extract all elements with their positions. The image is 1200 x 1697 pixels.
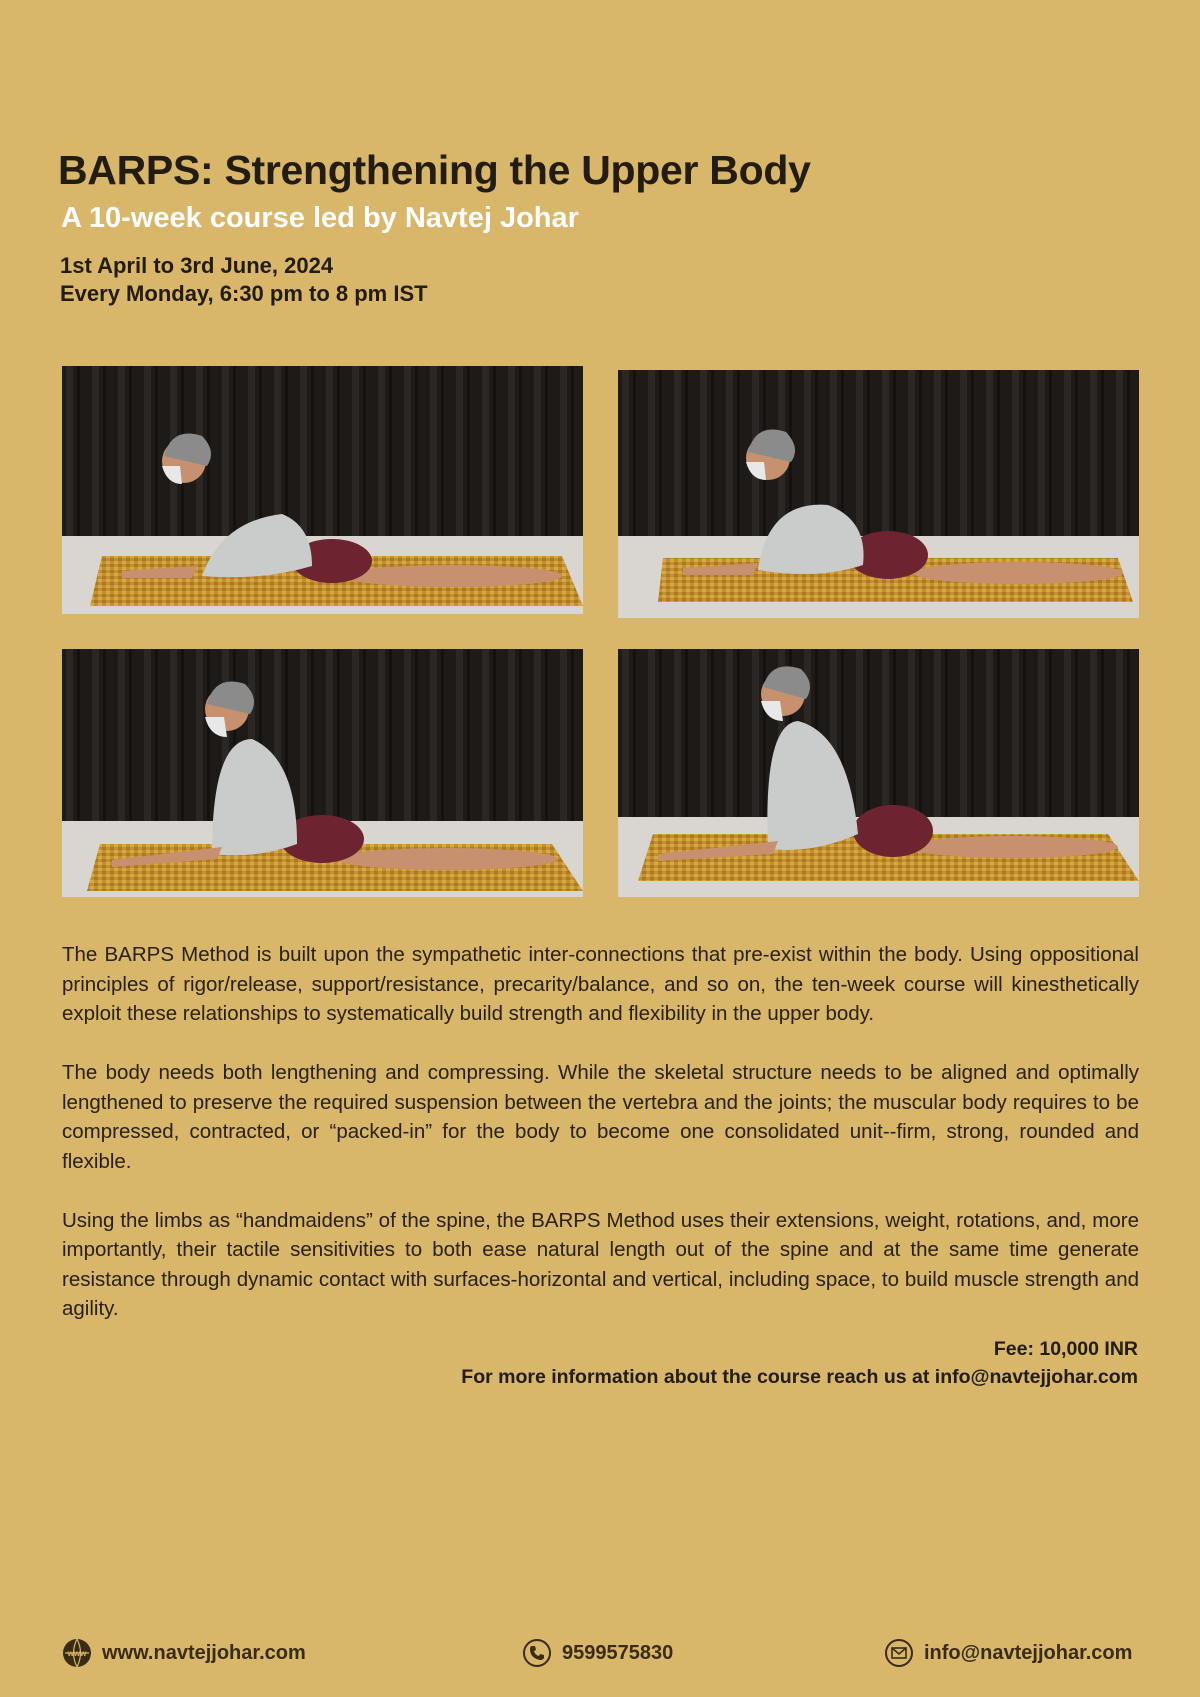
paragraph-3: Using the limbs as “handmaidens” of the spine, the BARPS Method uses their extensions, weight, rotations, and, more importantly, their tactile sensitivities to both ease natural length out of the spine and at the same time generate resistance through dynamic contact with surfaces-horizontal and vertical, including space, to build muscle strength and agility. xyxy=(62,1208,1139,1320)
mail-icon xyxy=(884,1638,914,1668)
globe-icon xyxy=(62,1638,92,1668)
pose-photo-3 xyxy=(62,649,583,897)
pose-photo-2 xyxy=(618,370,1139,618)
contact-line: For more information about the course reach us at info@navtejjohar.com xyxy=(461,1366,1138,1388)
globe-icon-label: www xyxy=(67,1649,87,1658)
header xyxy=(58,140,1138,308)
email-link[interactable]: info@navtejjohar.com xyxy=(924,1641,1133,1664)
course-dates xyxy=(60,252,1138,308)
paragraph-2: The body needs both lengthening and compressing. While the skeletal structure needs to be aligned and optimally lengthened to preserve the required suspension between the vertebra and the joints; the muscular body requires to be compressed, contracted, or “packed-in” for the body to become one consolidated unit--firm, strong, rounded and flexible. xyxy=(62,1061,1139,1173)
website-link[interactable]: www.navtejjohar.com xyxy=(102,1641,306,1664)
footer-website[interactable] xyxy=(62,1636,306,1670)
pose-photo-4 xyxy=(618,649,1139,897)
phone-number[interactable]: 9599575830 xyxy=(562,1641,674,1664)
schedule: Every Monday, 6:30 pm to 8 pm IST xyxy=(60,281,428,306)
fee-block xyxy=(461,1335,1138,1391)
page-subtitle: A 10-week course led by Navtej Johar xyxy=(61,202,579,234)
pose-photo-1 xyxy=(62,366,583,614)
course-description xyxy=(62,940,1139,1353)
footer-phone[interactable] xyxy=(522,1636,673,1670)
date-range: 1st April to 3rd June, 2024 xyxy=(60,253,334,278)
page-title: BARPS: Strengthening the Upper Body xyxy=(58,147,811,193)
fee-amount: Fee: 10,000 INR xyxy=(993,1338,1138,1360)
phone-icon xyxy=(522,1638,552,1668)
footer-email[interactable] xyxy=(884,1636,1132,1670)
paragraph-1: The BARPS Method is built upon the sympathetic inter-connections that pre-exist within the body. Using oppositional principles of rigor/release, support/resistance, precarity/balance, and so on, the ten-week course will kinesthetically exploit these relationships to systematically build strength and flexibility in the upper body. xyxy=(62,943,1139,1025)
